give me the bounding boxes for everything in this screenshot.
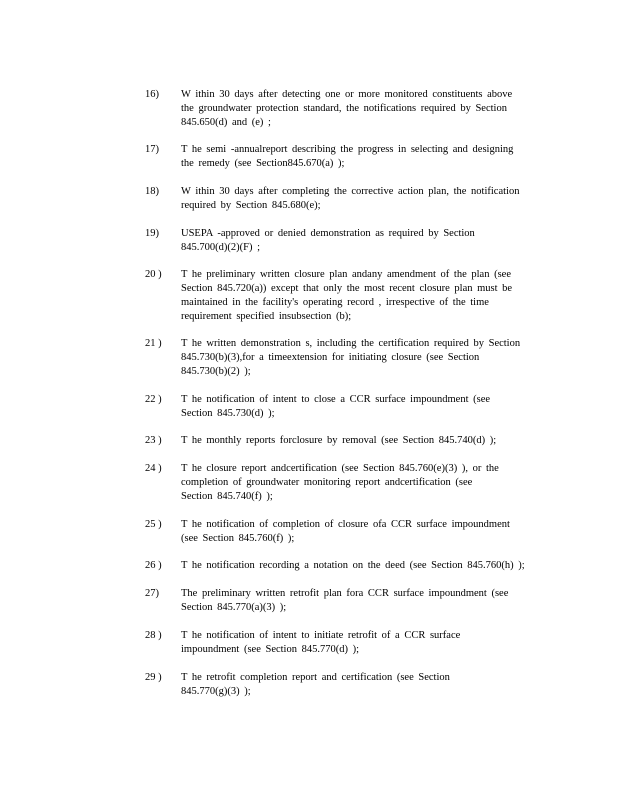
- item-text-line: Section 845.770(a)(3) );: [181, 602, 287, 613]
- item-text-line: W ithin 30 days after detecting one or more monitored constituents above: [181, 89, 513, 100]
- item-text-line: T he notification of intent to initiate retrofit of a CCR surface: [181, 630, 461, 641]
- list-item-26: [145, 559, 545, 573]
- item-text-line: 845.700(d)(2)(F) ;: [181, 242, 260, 253]
- item-number: 18): [145, 186, 159, 197]
- list-item-20: [145, 268, 545, 324]
- item-text-line: T he closure report andcertification (see Section 845.760(e)(3) ), or the: [181, 463, 499, 474]
- item-text-line: USEPA -approved or denied demonstration as required by Section: [181, 228, 475, 239]
- item-text: [181, 185, 545, 213]
- item-text-line: T he semi -annualreport describing the progress in selecting and designing: [181, 144, 514, 155]
- item-text: [181, 462, 545, 504]
- item-number: 22 ): [145, 394, 162, 405]
- item-text: [181, 143, 545, 171]
- item-number: 16): [145, 89, 159, 100]
- item-text-line: T he preliminary written closure plan andany amendment of the plan (see: [181, 269, 511, 280]
- item-text-line: 845.650(d) and (e) ;: [181, 117, 271, 128]
- list-item-24: [145, 462, 545, 504]
- item-text-line: required by Section 845.680(e);: [181, 200, 321, 211]
- item-text-line: Section 845.720(a)) except that only the most recent closure plan must be: [181, 283, 513, 294]
- item-text: [181, 393, 545, 421]
- item-text-line: 845.770(g)(3) );: [181, 686, 251, 697]
- item-number: 26 ): [145, 560, 162, 571]
- item-text: [181, 629, 545, 657]
- item-text-line: The preliminary written retrofit plan fora CCR surface impoundment (see: [181, 588, 509, 599]
- item-text: [181, 587, 545, 615]
- item-number: 28 ): [145, 630, 162, 641]
- item-number: 19): [145, 228, 159, 239]
- item-text: [181, 337, 545, 379]
- list-item-23: [145, 434, 545, 448]
- item-text-line: the remedy (see Section845.670(a) );: [181, 158, 345, 169]
- item-text-line: W ithin 30 days after completing the corrective action plan, the notification: [181, 186, 520, 197]
- list-item-18: [145, 185, 545, 213]
- item-text-line: (see Section 845.760(f) );: [181, 533, 295, 544]
- item-text: [181, 268, 545, 324]
- list-item-22: [145, 393, 545, 421]
- item-text: [181, 559, 545, 573]
- list-item-27: [145, 587, 545, 615]
- item-text: [181, 227, 545, 255]
- item-text-line: 845.730(b)(2) );: [181, 366, 251, 377]
- item-number: 29 ): [145, 672, 162, 683]
- item-text-line: maintained in the facility's operating record , irrespective of the time: [181, 297, 489, 308]
- list-item-28: [145, 629, 545, 657]
- item-text: [181, 671, 545, 699]
- item-number: 23 ): [145, 435, 162, 446]
- item-text-line: T he retrofit completion report and certification (see Section: [181, 672, 450, 683]
- item-text: [181, 434, 545, 448]
- item-text-line: impoundment (see Section 845.770(d) );: [181, 644, 360, 655]
- list-item-16: [145, 88, 545, 130]
- item-number: 24 ): [145, 463, 162, 474]
- item-number: 27): [145, 588, 159, 599]
- list-item-21: [145, 337, 545, 379]
- item-text-line: T he notification recording a notation on the deed (see Section 845.760(h) );: [181, 560, 525, 571]
- list-item-25: [145, 518, 545, 546]
- item-text: [181, 88, 545, 130]
- item-text-line: the groundwater protection standard, the notifications required by Section: [181, 103, 507, 114]
- item-text-line: T he notification of intent to close a CCR surface impoundment (see: [181, 394, 491, 405]
- item-text-line: Section 845.730(d) );: [181, 408, 275, 419]
- item-text-line: Section 845.740(f) );: [181, 491, 273, 502]
- item-number: 20 ): [145, 269, 162, 280]
- item-text-line: T he written demonstration s, including the certification required by Section: [181, 338, 521, 349]
- item-text: [181, 518, 545, 546]
- item-text-line: T he monthly reports forclosure by removal (see Section 845.740(d) );: [181, 435, 497, 446]
- list-item-17: [145, 143, 545, 171]
- item-text-line: completion of groundwater monitoring report andcertification (see: [181, 477, 473, 488]
- item-text-line: T he notification of completion of closure ofa CCR surface impoundment: [181, 519, 510, 530]
- item-text-line: 845.730(b)(3),for a timeextension for initiating closure (see Section: [181, 352, 480, 363]
- list-item-29: [145, 671, 545, 699]
- item-number: 25 ): [145, 519, 162, 530]
- list-item-19: [145, 227, 545, 255]
- item-number: 17): [145, 144, 159, 155]
- item-number: 21 ): [145, 338, 162, 349]
- item-text-line: requirement specified insubsection (b);: [181, 311, 352, 322]
